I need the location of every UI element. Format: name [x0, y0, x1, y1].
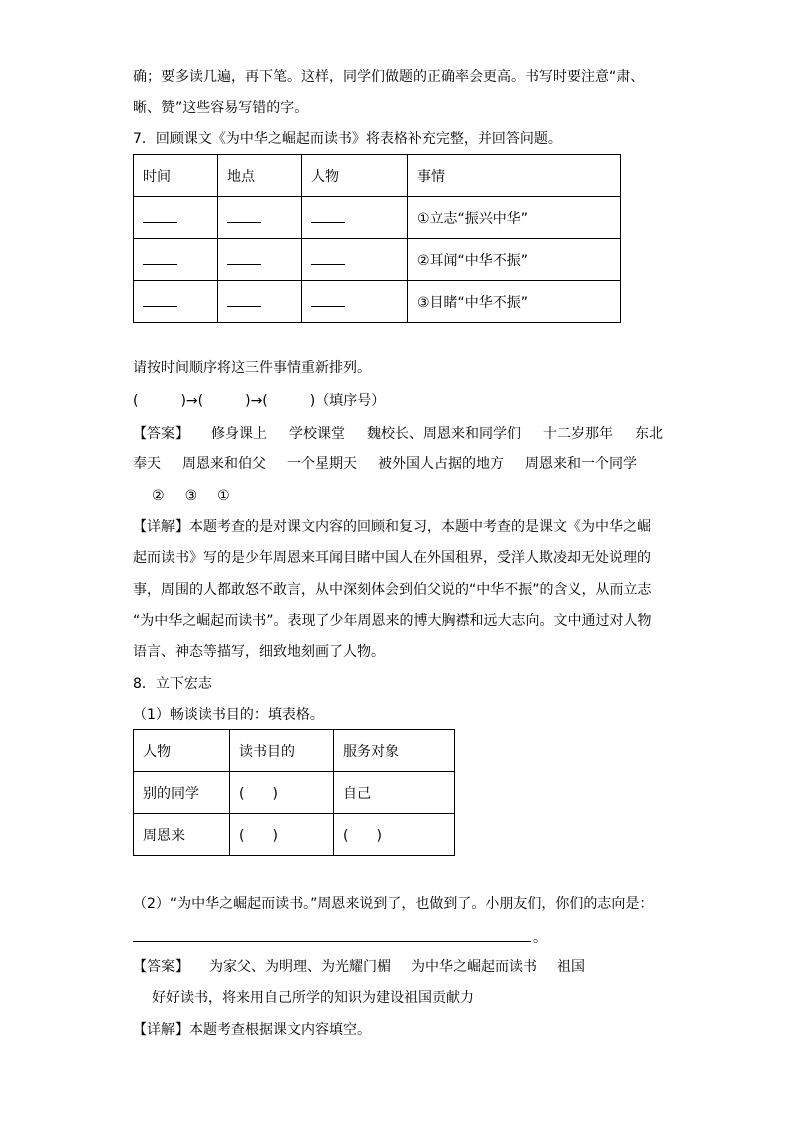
answer-item: 为家父、为明理、为光耀门楣 — [209, 959, 391, 975]
q8-answer-line-2: 好好读书，将来用自己所学的知识为建设祖国贡献力 — [152, 990, 474, 1006]
q7-event-3: ③目睹“中华不振” — [408, 281, 621, 323]
detail-label: 【详解】 — [133, 519, 189, 535]
answer-item: 学校课堂 — [289, 426, 345, 442]
q8-blank-cell[interactable]: ( ) — [230, 814, 334, 856]
q7-table-header-row — [134, 155, 621, 197]
answer-item: 魏校长、周恩来和同学们 — [367, 426, 521, 442]
q7-answer-line-3 — [152, 486, 230, 506]
q7-table-row — [134, 281, 621, 323]
q8-cell: 别的同学 — [134, 772, 230, 814]
answer-item: 为中华之崛起而读书 — [411, 959, 537, 975]
q7-blank-place[interactable] — [218, 239, 302, 281]
q8-blank-cell[interactable]: ( ) — [230, 772, 334, 814]
answer-label: 【答案】 — [133, 426, 189, 442]
q8-detail — [133, 1020, 371, 1040]
q7-answer-line-1 — [133, 424, 663, 444]
q7-event-1: ①立志“振兴中华” — [408, 197, 621, 239]
q7-blank-people[interactable] — [302, 197, 408, 239]
answer-item: 修身课上 — [211, 426, 267, 442]
q7-answer-line-2 — [133, 454, 637, 474]
q7-blank-time[interactable] — [134, 239, 218, 281]
q7-table-row — [134, 239, 621, 281]
q8-title: 8．立下宏志 — [133, 676, 212, 692]
answer-label: 【答案】 — [133, 959, 189, 975]
answer-item: 一个星期天 — [287, 456, 357, 472]
q7-blank-time[interactable] — [134, 197, 218, 239]
q7-blank-place[interactable] — [218, 281, 302, 323]
q7-blank-place[interactable] — [218, 197, 302, 239]
detail-text: 本题考查的是对课文内容的回顾和复习，本题中考查的是课文《为中华之崛 — [189, 519, 651, 535]
q7-detail-line-2: 起而读书》写的是少年周恩来耳闻目睹中国人在外国租界，受洋人欺凌却无处说理的 — [133, 550, 651, 566]
q7-detail-line-5: 语言、神态等描写，细致地刻画了人物。 — [133, 644, 385, 660]
q7-table — [133, 154, 621, 323]
detail-text: 本题考查根据课文内容填空。 — [189, 1022, 371, 1038]
q8-header-purpose: 读书目的 — [230, 730, 334, 772]
answer-item: ③ — [184, 488, 198, 504]
q8-header-target: 服务对象 — [334, 730, 455, 772]
answer-item: 祖国 — [557, 959, 585, 975]
intro-line-1: 确；要多读几遍，再下笔。这样，同学们做题的正确率会更高。书写时要注意“肃、 — [133, 69, 645, 85]
answer-item: ② — [152, 488, 165, 504]
answer-item: 十二岁那年 — [543, 426, 613, 442]
q7-table-row — [134, 197, 621, 239]
q7-detail-line-4: “为中华之崛起而读书”。表现了少年周恩来的博大胸襟和远大志向。文中通过对人物 — [133, 613, 652, 629]
answer-item: ① — [217, 488, 230, 504]
answer-item: 被外国人占据的地方 — [378, 456, 504, 472]
q8-sub-2-period: 。 — [533, 930, 547, 946]
q8-table — [133, 729, 455, 856]
intro-line-2: 晰、赞”这些容易写错的字。 — [133, 100, 309, 116]
q7-detail-line-3: 事，周围的人都敢怒不敢言，从中深刻体会到伯父说的“中华不振”的含义，从而立志 — [133, 582, 652, 598]
q7-blank-time[interactable] — [134, 281, 218, 323]
detail-label: 【详解】 — [133, 1022, 189, 1038]
q7-event-2: ②耳闻“中华不振” — [408, 239, 621, 281]
q7-detail-line-1 — [133, 517, 651, 537]
q7-header-people: 人物 — [302, 155, 408, 197]
q8-cell: 自己 — [334, 772, 455, 814]
q8-table-row — [134, 772, 455, 814]
q7-header-event: 事情 — [408, 155, 621, 197]
answer-item: 东北 — [635, 426, 663, 442]
answer-item: 奉天 — [133, 456, 161, 472]
q7-header-place: 地点 — [218, 155, 302, 197]
q7-header-time: 时间 — [134, 155, 218, 197]
q8-answer-line[interactable] — [133, 941, 531, 942]
q8-cell: 周恩来 — [134, 814, 230, 856]
q8-table-row — [134, 814, 455, 856]
q7-order-prompt: 请按时间顺序将这三件事情重新排列。 — [133, 360, 371, 376]
q8-sub-2: （2）“为中华之崛起而读书。”周恩来说到了，也做到了。小朋友们，你们的志向是： — [133, 896, 654, 912]
q7-blank-people[interactable] — [302, 281, 408, 323]
q7-blank-people[interactable] — [302, 239, 408, 281]
q8-header-person: 人物 — [134, 730, 230, 772]
q7-order-blanks[interactable]: ( )→( )→( )（填序号） — [133, 393, 386, 409]
q8-table-header-row — [134, 730, 455, 772]
q8-answer-line-1 — [133, 957, 585, 977]
q8-sub-1: （1）畅谈读书目的：填表格。 — [133, 707, 324, 723]
answer-item: 周恩来和一个同学 — [525, 456, 637, 472]
q8-blank-cell[interactable]: ( ) — [334, 814, 455, 856]
answer-item: 周恩来和伯父 — [182, 456, 266, 472]
q7-title: 7．回顾课文《为中华之崛起而读书》将表格补充完整，并回答问题。 — [133, 131, 562, 147]
